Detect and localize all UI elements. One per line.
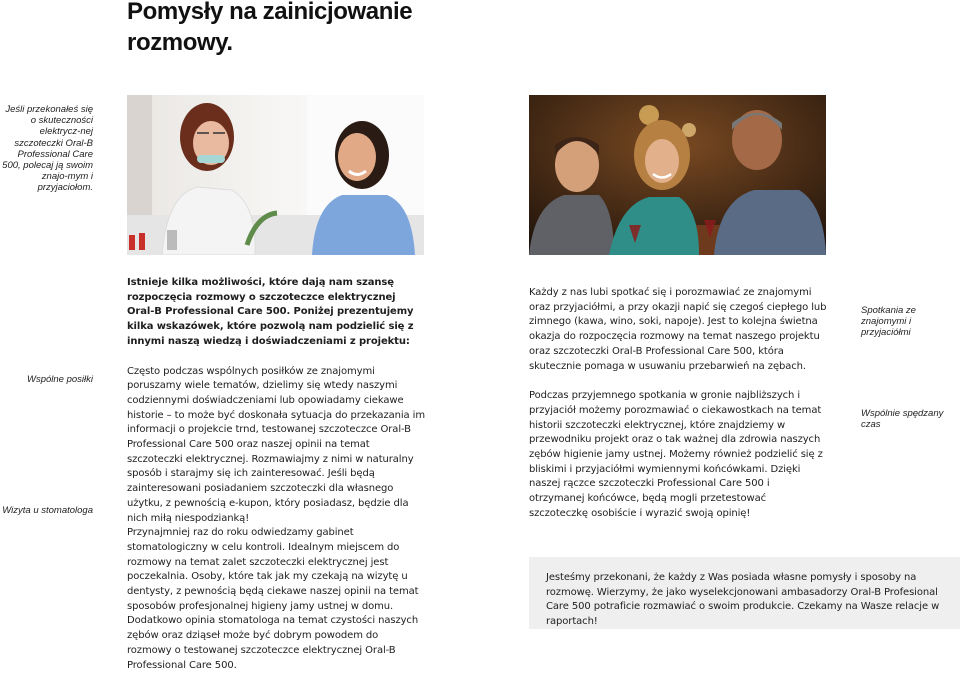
intro-paragraph: Istnieje kilka możliwości, które dają nam szansę rozpoczęcia rozmowy o szczoteczce elektrycznej Oral-B Professional Care 500. Poniżej prezentujemy kilka wskazówek, które pozwolą nam podzielić się z innymi naszą wiedzą i doświadczeniami z projektu:: [127, 277, 414, 347]
paragraph-meetings: Każdy z nas lubi spotkać się i porozmawiać ze znajomymi oraz przyjaciółmi, a przy okazji napić się czegoś ciepłego lub zimnego (kawa, wino, soki, napoje). Jest to kolejna świetna okazja do rozpoczęcia rozmowy na temat naszego projektu oraz szczoteczki Oral-B Professional Care 500, która skutecznie pomaga w usuwaniu przebarwień na zębach.: [529, 287, 827, 372]
margin-note-time-together: Wspólnie spędzany czas: [861, 408, 944, 431]
page-title: Pomysły na zainicjowanie rozmowy.: [127, 0, 413, 56]
margin-note-meetings: Spotkania ze znajomymi i przyjaciółmi: [861, 305, 916, 339]
paragraph-time-together: Podczas przyjemnego spotkania w gronie najbliższych i przyjaciół możemy porozmawiać o ciekawostkach na temat historii szczoteczki elektrycznej, które znajdziemy w przewodniku projekt oraz o tak ważnej dla zdrowia naszych zębów higienie jamy ustnej. Możemy również podzielić się z bliskimi i przyjaciółmi wymiennymi końcówkami. Dzięki naszej rączce szczoteczki Professional Care 500 i otrzymanej końcówce, będą mogli przetestować szczoteczkę osobiście i wyrazić swoją opinię!: [529, 390, 823, 519]
paragraph-dentist-visit: Przynajmniej raz do roku odwiedzamy gabinet stomatologiczny w celu kontroli. Idealnym miejscem do rozmowy na temat zalet szczoteczki elektrycznej jest poczekalnia. Osoby, które tak jak my czekają na wizytę u dentysty, z pewnością będą ciekawe naszej opinii na temat sposobów profesjonalnej higieny jamy ustnej w domu. Dodatkowo opinia stomatologa na temat czystości naszych zębów oraz dziąseł może być dobrym powodem do rozmowy o testowanej szczoteczce elektrycznej Oral-B Professional Care 500.: [127, 527, 419, 671]
closing-note: Jesteśmy przekonani, że każdy z Was posiada własne pomysły i sposoby na rozmowę. Wierzymy, że jako wyselekcjonowani ambasadorzy Oral-B Profesional Care 500 potraficie rozmawiać o swoim produkcie. Czekamy na Wasze relacje w raportach!: [546, 572, 940, 628]
margin-note-shared-meals: Wspólne posiłki: [27, 374, 93, 385]
left-text-column: [127, 276, 425, 673]
dentist-with-patient-photo: [127, 95, 424, 255]
right-text-column: [529, 286, 827, 522]
friends-at-restaurant-photo: [529, 95, 826, 255]
margin-note-dentist-visit: Wizyta u stomatologa: [2, 505, 93, 516]
paragraph-shared-meals: Często podczas wspólnych posiłków ze znajomymi poruszamy wiele tematów, dzielimy się wtedy naszymi codziennymi doświadczeniami lub opowiadamy ciekawe historie – to może być doskonała sytuacja do przekazania im informacji o projekcie trnd, testowanej szczoteczce Oral-B Professional Care 500 oraz naszej opinii na temat szczoteczki elektrycznej. Rozmawiajmy z nimi w naturalny sposób i starajmy się ich zainteresować. Jeśli będą zainteresowani posiadaniem szczoteczki dla własnego użytku, z pewnością e-kupon, który posiadasz, będzie dla nich miłą niespodzianką!: [127, 365, 425, 524]
sidebar-intro-note: Jeśli przekonałeś się o skuteczności elektrycz-nej szczoteczki Oral-B Professional Care 500, polecaj ją swoim znajo-mym i przyjaciołom.: [2, 104, 93, 194]
